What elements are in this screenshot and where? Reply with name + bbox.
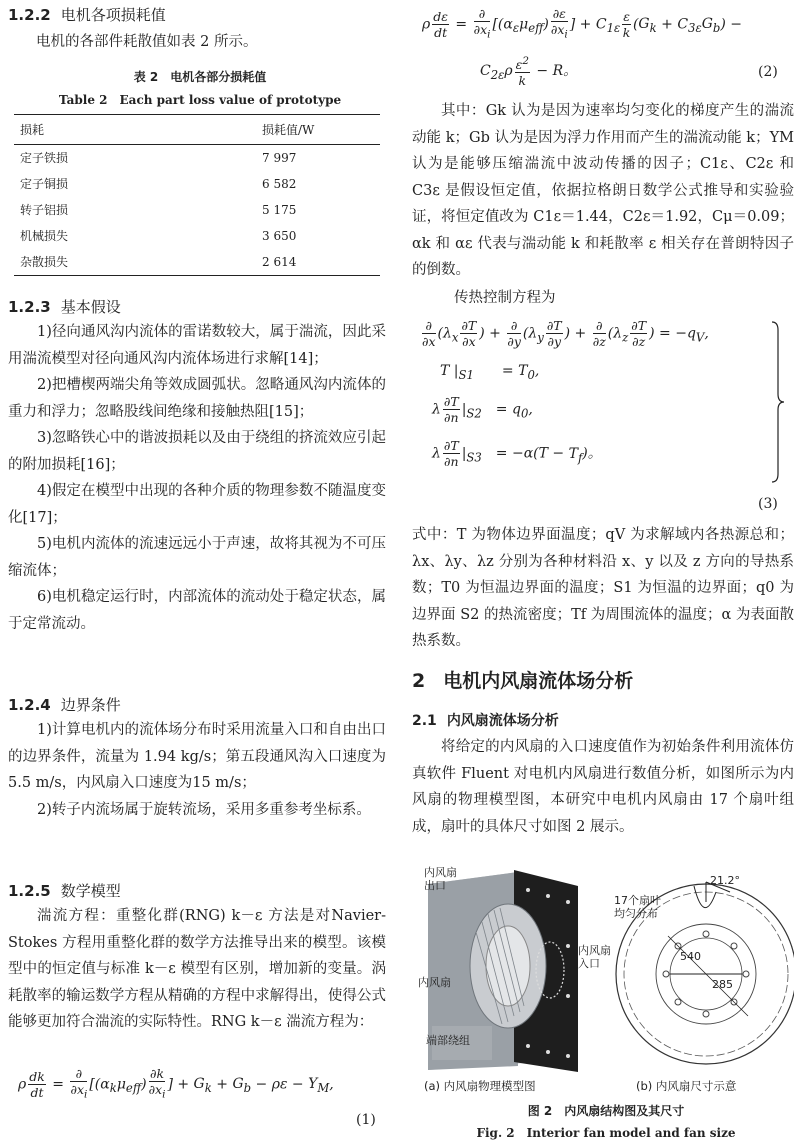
list-item: 6)电机稳定运行时，内部流体的流动处于稳定状态，属于定常流动。 [8, 589, 386, 632]
turbulence-explanation: 其中：Gk 认为是因为速率均匀变化的梯度产生的湍流动能 k；Gb 认为是因为浮力作用而产生的湍流动能 k；YM 认为是能够压缩湍流中波动传播的因子；C1ε、C2ε 和 C3ε 是假设恒定值，依据拉格朗日数学公式推导和实验验证，将恒定值改为 C1ε＝1.44，C2ε＝1.92，Cμ＝0.09；αk 和 αε 代表与湍动能 k 和耗散率 ε 相关存在普朗特因子的倒数。 [412, 103, 794, 278]
list-item: 2)转子内流场属于旋转流场，采用多重参考坐标系。 [37, 801, 371, 818]
section-1-2-3-heading: 1.2.3 基本假设 [8, 298, 121, 316]
list-item: 4)假定在模型中出现的各种介质的物理参数不随温度变化[17]； [8, 483, 386, 526]
table-cell: 7 997 [262, 150, 297, 165]
equation-brace-icon [770, 320, 788, 484]
section-2-heading: 2 电机内风扇流体场分析 [412, 670, 634, 692]
table-header-cell: 损耗 [14, 115, 166, 145]
heat-transfer-intro: 传热控制方程为 [454, 290, 556, 306]
figure-2 [418, 866, 794, 1098]
equation-2-number: (2) [758, 64, 778, 80]
label-dim-285: 285 [712, 978, 733, 991]
table-row [14, 223, 380, 249]
table-row [14, 145, 380, 172]
table-2-caption-cn: 表 2 电机各部分损耗值 [133, 70, 267, 84]
table-cell: 3 650 [262, 228, 297, 243]
table-cell: 机械损失 [20, 229, 69, 243]
label-dim-540: 540 [680, 950, 701, 963]
table-cell: 定子铁损 [20, 151, 69, 165]
section-1-2-5-body: 湍流方程：重整化群(RNG) k－ε 方法是对Navier-Stokes 方程用重整化群的数学方法推导出来的模型。该模型中的恒定值与标准 k－ε 模型有区别，增加新的变量。涡耗散率的输运数学方程从精确的方程中求解得出，使得公式能够更加符合湍流的实际特性。RNG k－ε 湍流方程为： [8, 908, 386, 1030]
equation-2-cont: $C_{2\varepsilon}\rho$ $\frac{\varepsilon^2}{k}$ − R。 [480, 55, 578, 89]
heat-transfer-explanation: 式中：T 为物体边界面温度；qV 为求解域内各热源总和；λx、λy、λz 分别为各种材料沿 x、y 以及 z 方向的导热系数；T0 为恒温边界面的温度；S1 为恒温的边界面；q0 为边界面 S2 的热流密度；Tf 为周围流体的温度；α 为表面散热系数。 [412, 527, 794, 649]
label-angle: 21.2° [710, 874, 740, 887]
list-item: 3)忽略铁心中的谐波损耗以及由于绕组的挤流效应引起的附加损耗[16]； [8, 430, 386, 473]
list-item: 1)计算电机内的流体场分布时采用流量入口和自由出口的边界条件，流量为 1.94 kg/s；第五段通风沟入口速度为 5.5 m/s，内风扇入口速度为15 m/s； [8, 722, 386, 791]
figure-2-caption-en: Fig. 2 Interior fan model and fan size [476, 1126, 736, 1140]
equation-1-number: (1) [356, 1112, 376, 1128]
subcaption-b: (b) 内风扇尺寸示意 [636, 1079, 737, 1093]
assumptions-list [8, 319, 386, 637]
label-blade-count: 17个扇叶 均匀分布 [614, 894, 661, 920]
table-cell: 转子铝损 [20, 203, 69, 217]
table-cell: 6 582 [262, 176, 297, 191]
label-end-winding: 端部绕组 [426, 1034, 470, 1047]
list-item: 1)径向通风沟内流体的雷诺数较大，属于湍流，因此采用湍流模型对径向通风沟内流体场进行求解[14]； [8, 324, 386, 367]
figure-2-caption-cn: 图 2 内风扇结构图及其尺寸 [527, 1104, 685, 1118]
table-cell: 定子铜损 [20, 177, 69, 191]
list-item: 5)电机内流体的流速远远小于声速，故将其视为不可压缩流体； [8, 536, 386, 579]
section-1-2-2-body: 电机的各部件耗散值如表 2 所示。 [36, 34, 258, 50]
loss-table [14, 114, 380, 276]
table-2-caption-en: Table 2 Each part loss value of prototype [58, 93, 342, 107]
label-fan-outlet: 内风扇 出口 [424, 866, 457, 892]
table-row [14, 171, 380, 197]
table-cell: 2 614 [166, 249, 380, 276]
section-1-2-5-heading: 1.2.5 数学模型 [8, 882, 121, 900]
subcaption-a: (a) 内风扇物理模型图 [424, 1079, 536, 1093]
table-header-row [14, 115, 380, 145]
equation-3-number: (3) [758, 496, 778, 512]
list-item: 2)把槽楔两端尖角等效成圆弧状。忽略通风沟内流体的重力和浮力；忽略股线间绝缘和接触热阻[15]； [8, 377, 386, 420]
boundary-conditions-list [8, 717, 386, 823]
table-header-cell: 损耗值/W [166, 115, 380, 145]
section-1-2-2-heading: 1.2.2 电机各项损耗值 [8, 6, 166, 24]
equation-3: $\frac{\partial}{\partial x}$ ($\lambda_x$ $\frac{\partial T}{\partial x}$ ) + $\frac{\partial}{\partial y}$ ($\lambda_y$ $\frac{\partial T}{\partial y}$ ) + $\frac{\partial}{\partial z}$ ($\lambda_z$ $\frac{\partial T}{\partial z}$ ) = $-q_V$, T $|_{S1}$ = $T_0$, λ $\frac{\partial T}{\partial n}$ $|_{S2}$ = $q_0$, λ $\frac{\partial T}{\partial n}$ $|_{S3}$ = $-\alpha(T - T_f)$。 [420, 318, 792, 486]
table-row [14, 249, 380, 276]
table-row [14, 197, 380, 223]
section-2-1-body: 将给定的内风扇的入口速度值作为初始条件利用流体仿真软件 Fluent 对电机内风扇进行数值分析，如图所示为内风扇的物理模型图，本研究中电机内风扇由 17 个扇叶组成，扇叶的具体尺寸如图 2 展示。 [412, 739, 794, 835]
label-fan-inlet: 内风扇 入口 [578, 944, 611, 970]
equation-2: ρ $\frac{d\varepsilon}{dt}$ = $\frac{\partial}{\partial x_i}$ [$(\alpha_\varepsilon\mu_{eff})$ $\frac{\partial\varepsilon}{\partial x_i}$ ] + $C_{1\varepsilon}$ $\frac{\varepsilon}{k}$ $(G_k + C_{3\varepsilon}G_b)$ − [422, 6, 743, 41]
section-1-2-4-heading: 1.2.4 边界条件 [8, 696, 121, 714]
section-2-1-heading: 2.1 内风扇流体场分析 [412, 713, 559, 729]
equation-1: ρ $\frac{dk}{dt}$ = $\frac{\partial}{\partial x_i}$ [$(\alpha_k\mu_{eff})$ $\frac{\partial k}{\partial x_i}$ ] + $G_k + G_b - \rho\varepsilon - Y_M$, [18, 1066, 334, 1101]
table-cell: 杂散损失 [14, 249, 166, 276]
table-cell: 5 175 [262, 202, 297, 217]
label-fan: 内风扇 [418, 976, 451, 989]
